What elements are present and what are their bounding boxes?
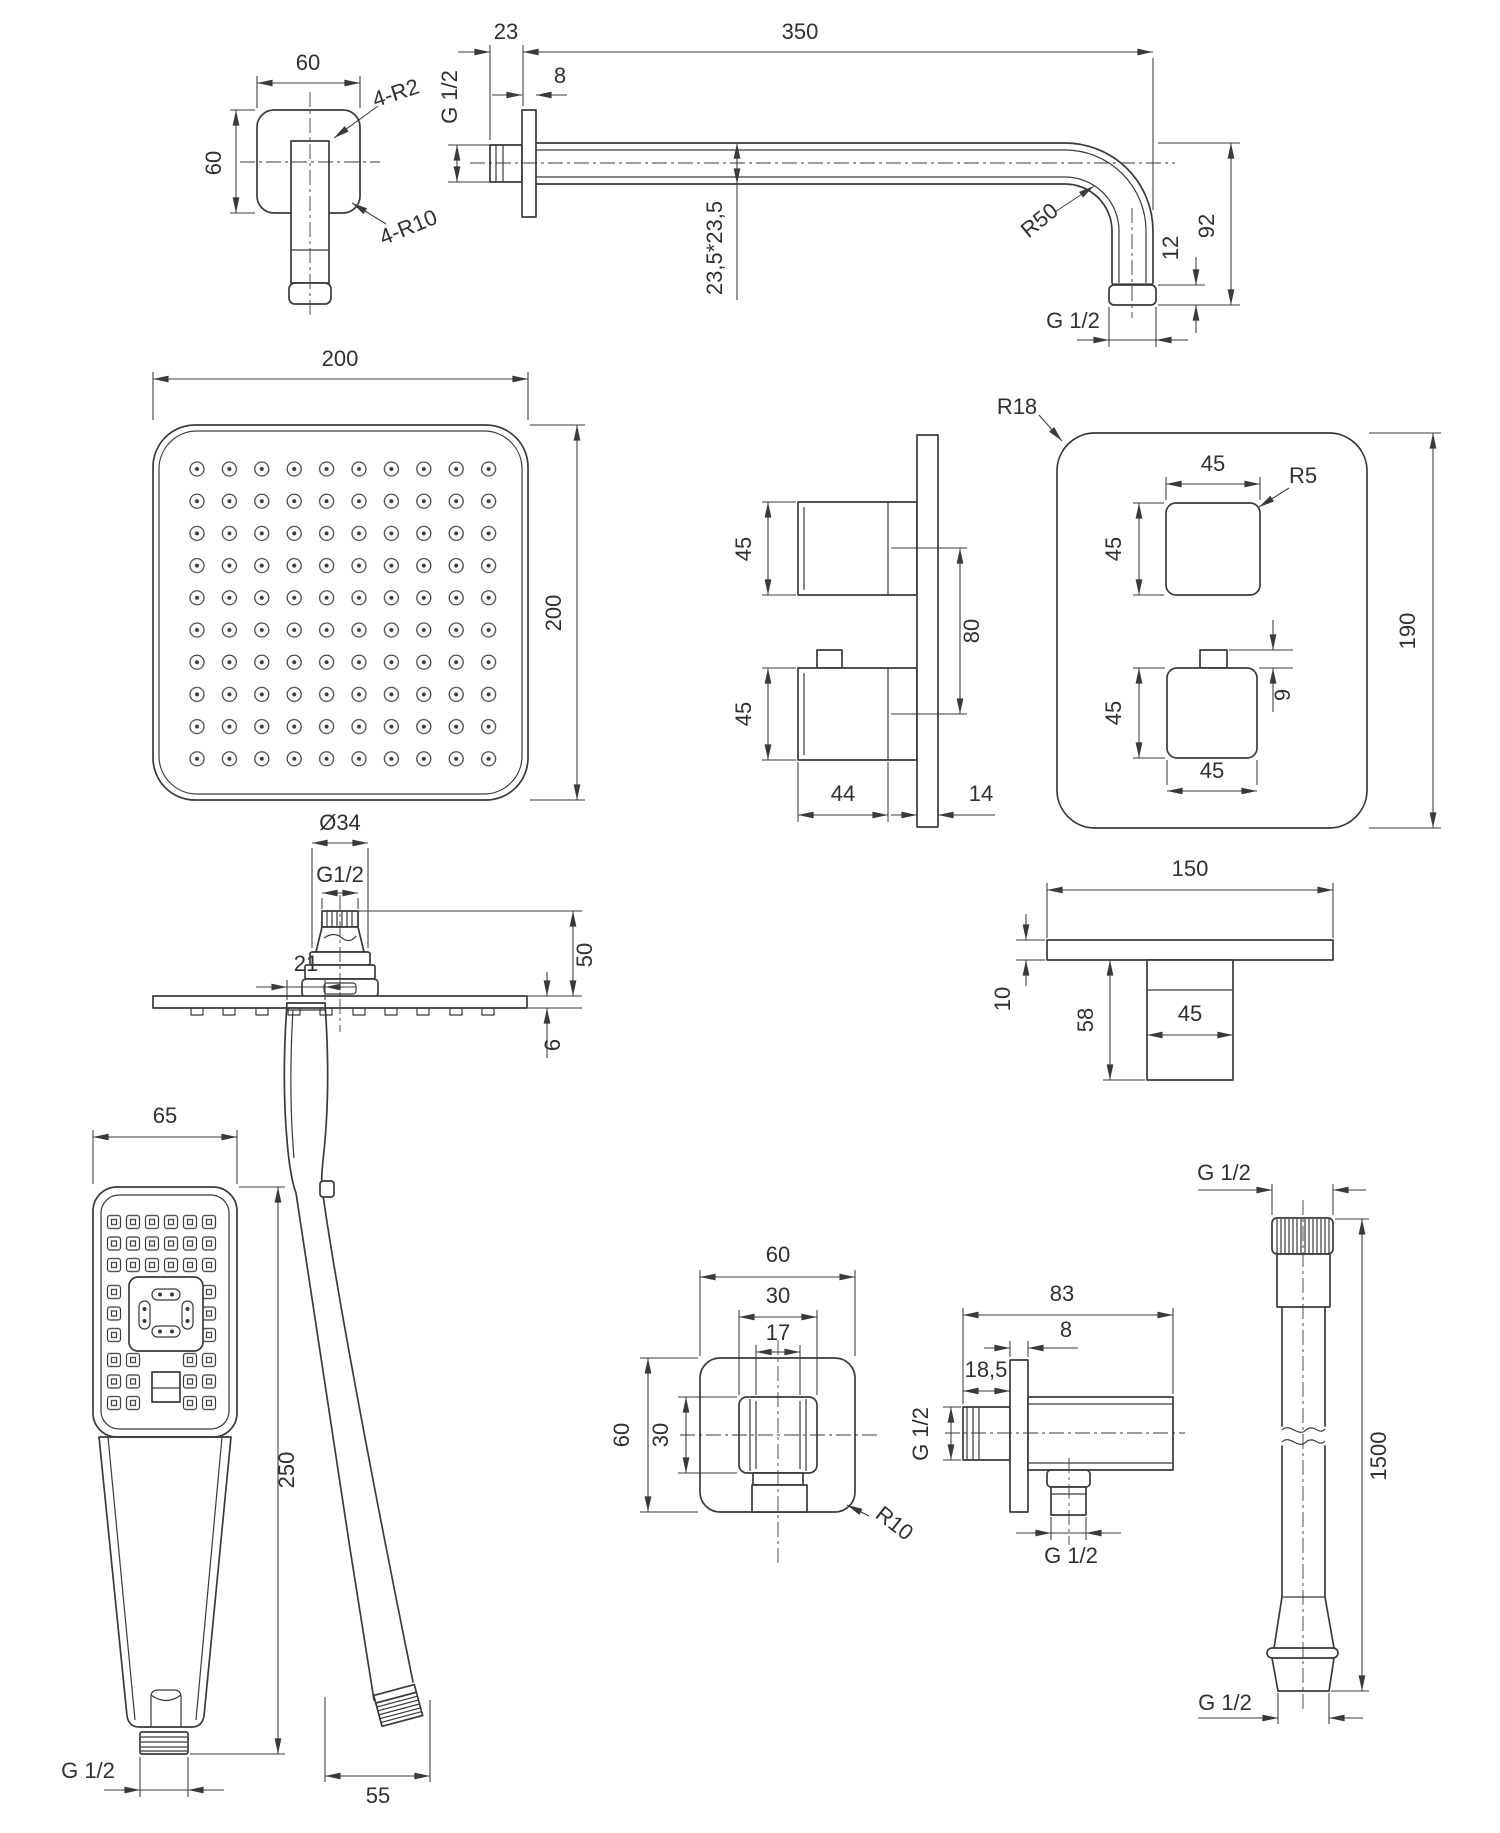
dim-outlet-offset-label: 18,5: [964, 1357, 1008, 1382]
mixer-knob-tab-front: [1200, 650, 1227, 668]
outlet-body: [1028, 1397, 1173, 1470]
nozzle-grid-bottom-left: [105, 1349, 143, 1414]
dim-arm-outlet-thread-label: G 1/2: [1046, 308, 1100, 333]
dim-lower-knob-label: 45: [731, 701, 756, 727]
dim-arm-drop-label: 92: [1194, 213, 1219, 239]
dim-knob-width-label: 45: [1200, 451, 1226, 476]
dim-head-height-label: 200: [541, 594, 566, 632]
dim-outlet-radius-label: R10: [871, 1500, 919, 1546]
dim-hand-offset-label: 55: [365, 1783, 391, 1808]
dim-tab-height-label: 9: [1270, 688, 1295, 702]
dim-hand-thread-label: G 1/2: [61, 1758, 115, 1783]
handle-inlet-detail: [151, 1690, 181, 1727]
dim-head-width-label: 200: [321, 346, 359, 371]
hose-collar: [1277, 1254, 1330, 1307]
dim-arm-inlet-thread-label: G 1/2: [437, 70, 462, 124]
hand-shower-center-plate: [129, 1277, 203, 1351]
dim-bore-label: 17: [765, 1320, 791, 1345]
hose-end-cone: [1274, 1597, 1334, 1648]
head-nozzle-stubs: [191, 1008, 494, 1015]
arm-flange: [522, 110, 536, 217]
hand-side-dims: [256, 980, 430, 1782]
dim-upper-knob-label: 45: [731, 536, 756, 562]
mixer-lower-knob-front: [1167, 668, 1257, 758]
hand-shower-front-view: [61, 1103, 299, 1797]
dim-knob-radius-label: R5: [1288, 463, 1318, 488]
mixer-valve-side-view: [731, 435, 995, 827]
dim-plate-radius-label: R18: [996, 394, 1038, 419]
hose-break-line: [1282, 1440, 1325, 1445]
mixer-wall-plate-side: [917, 435, 938, 827]
dim-outlet-inlet-thread-label: G 1/2: [908, 1407, 933, 1461]
mixer-valve-front-view: [997, 394, 1441, 828]
dim-tube-profile-label: 23,5*23,5: [702, 200, 727, 296]
note-4r10-label: 4-R10: [375, 204, 441, 250]
dim-bend-radius-label: R50: [1015, 197, 1063, 243]
dim-arm-length-label: 350: [781, 19, 819, 44]
dim-trim-depth-label: 58: [1073, 1007, 1098, 1033]
nozzle-grid-top: [105, 1211, 219, 1276]
nozzle-grid-bottom-right: [181, 1349, 219, 1414]
hand-shower-badge: [152, 1372, 180, 1402]
mixer-knob-tab-side: [817, 650, 842, 668]
dim-connector-height-label: 50: [572, 942, 597, 968]
hand-shower-handle: [99, 1437, 231, 1727]
dim-hose-top-thread-label: G 1/2: [1197, 1160, 1251, 1185]
dim-socket-height-label: 30: [648, 1422, 673, 1448]
dim-upper-knob-height-label: 45: [1101, 536, 1126, 562]
dim-arm-tip-label: 12: [1158, 235, 1183, 261]
arm-outlet-tip: [1109, 285, 1156, 305]
dim-plate-height-label: 190: [1395, 612, 1420, 650]
mixer-front-dims: [1039, 415, 1441, 828]
dim-elbow-height-label: 60: [201, 150, 226, 176]
dim-plate-thickness-label: 14: [968, 781, 994, 806]
hand-side-button: [320, 1181, 334, 1197]
outlet-flange: [1010, 1360, 1028, 1512]
hose-end-ring: [1267, 1648, 1338, 1658]
wall-outlet-front-view: [609, 1242, 918, 1565]
dim-head-thread-label: G1/2: [316, 862, 364, 887]
dim-outlet-down-thread-label: G 1/2: [1044, 1543, 1098, 1568]
head-nozzle-grid: [181, 453, 506, 776]
hand-side-front-edge: [284, 1003, 374, 1700]
shower-hose-view: [1197, 1160, 1391, 1724]
arm-tube-outer: [536, 143, 1153, 283]
mixer-upper-knob-front: [1166, 503, 1260, 595]
dim-lower-knob-width-label: 45: [1199, 758, 1225, 783]
dim-hand-length-label: 250: [274, 1451, 299, 1489]
dim-plate-thickness-label: 6: [540, 1038, 565, 1052]
dim-elbow-width-label: 60: [295, 50, 321, 75]
hand-shower-side-view: [256, 951, 430, 1808]
dim-hand-width-label: 65: [152, 1103, 178, 1128]
nozzle-col-left: [105, 1281, 124, 1346]
dim-outlet-flange-label: 8: [1059, 1317, 1073, 1342]
outlet-down-thread: [1051, 1487, 1086, 1515]
dim-lower-knob-height-label: 45: [1101, 700, 1126, 726]
dim-wall-thread-label: 23: [493, 19, 519, 44]
note-4r2-label: 4-R2: [369, 73, 423, 113]
dim-trim-plate-label: 10: [990, 986, 1015, 1012]
trim-plate-profile-view: [990, 856, 1333, 1080]
shower-head-side-view: [153, 810, 597, 1058]
wall-outlet-side-view: [908, 1281, 1185, 1568]
dim-outlet-depth-label: 83: [1049, 1281, 1075, 1306]
hose-break-line: [1282, 1428, 1325, 1433]
outlet-inlet-thread: [963, 1407, 1010, 1460]
dim-trim-knob-width-label: 45: [1177, 1001, 1203, 1026]
dim-knob-spacing-label: 80: [959, 618, 984, 644]
dim-hand-depth-label: 21: [293, 951, 319, 976]
dim-connector-dia-label: Ø34: [319, 810, 361, 835]
dim-outlet-width-label: 60: [765, 1242, 791, 1267]
dim-socket-width-label: 30: [765, 1283, 791, 1308]
shower-arm-side-view: [437, 19, 1240, 347]
dim-knob-depth-label: 44: [830, 781, 856, 806]
outlet-collar: [1047, 1470, 1090, 1487]
arm-inlet-thread: [490, 145, 522, 182]
dim-flange-label: 8: [553, 63, 567, 88]
hand-side-back-edge: [322, 1003, 413, 1682]
dim-outlet-height-label: 60: [609, 1422, 634, 1448]
wall-elbow-front-view: [201, 50, 441, 318]
dim-hose-bottom-thread-label: G 1/2: [1198, 1690, 1252, 1715]
dim-trim-width-label: 150: [1171, 856, 1209, 881]
dim-hose-length-label: 1500: [1366, 1431, 1391, 1481]
shower-head-top-view: [153, 346, 585, 800]
trim-plate: [1047, 940, 1333, 960]
